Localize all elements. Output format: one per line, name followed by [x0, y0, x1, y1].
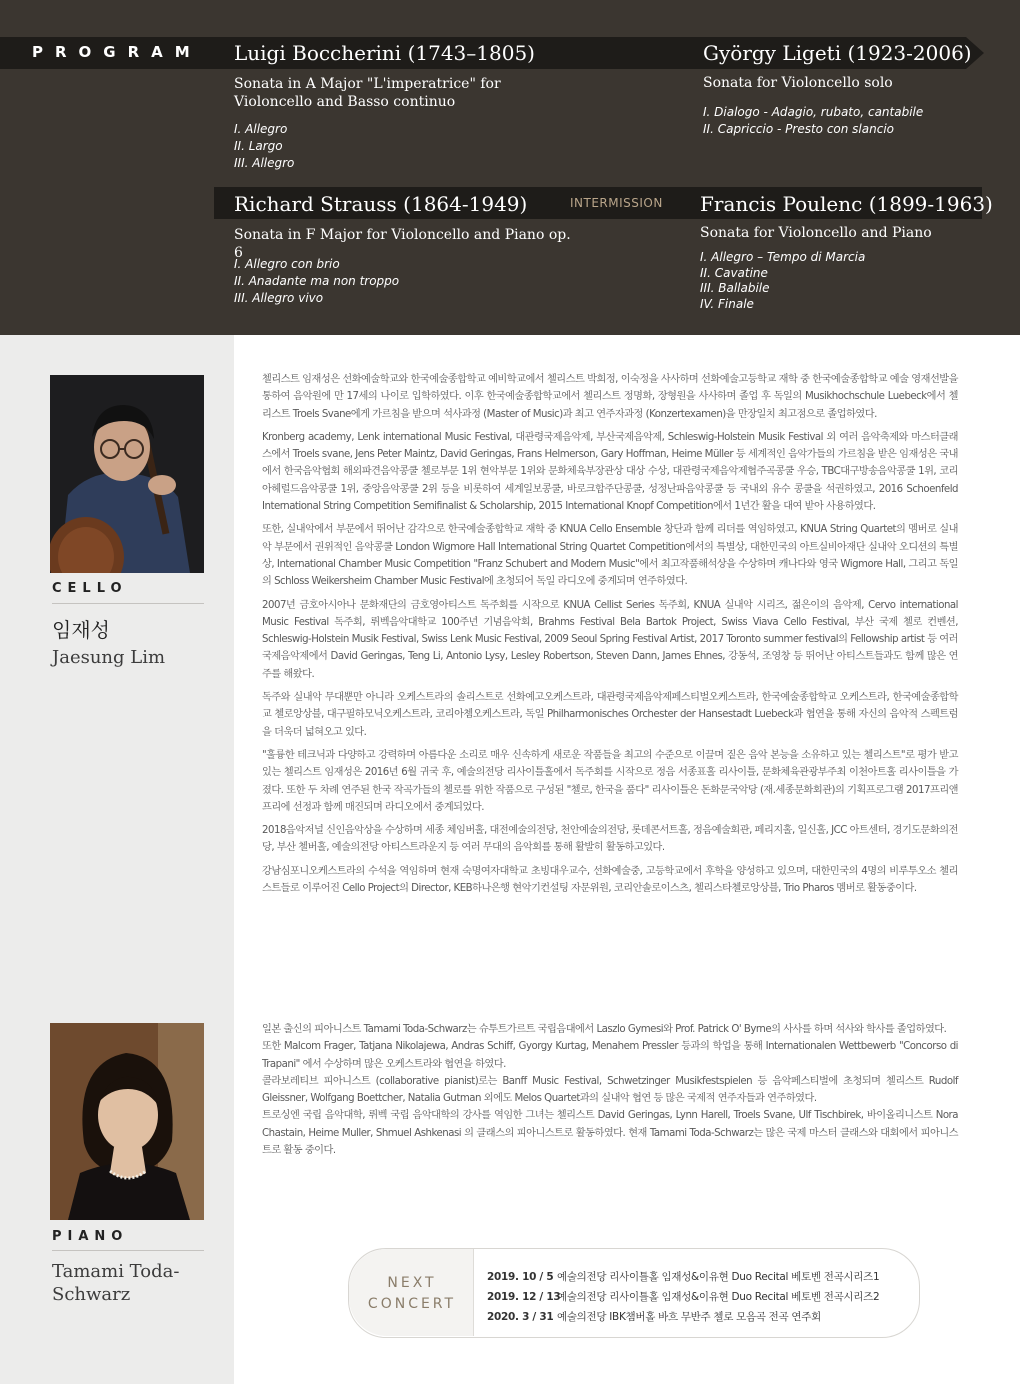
- concert-item: [487, 1307, 879, 1327]
- bio-paragraph: 트로싱엔 국립 음악대학, 뤼벡 국립 음악대학의 강사를 역임한 그녀는 첼리스트 David Geringas, Lynn Harell, Troels Svane, Ulf Tischbirek, 바이올리니스트 Nora Chastain, Heime Muller, Shmuel Ashkenasi 의 클래스의 피아니스트로 활동하였다. 현재 Tamami Toda-Schwarz는 많은 국제 마스터 클래스와 대회에서 피아니스트로 활동 중이다.: [262, 1110, 958, 1157]
- bio-paragraph: 첼리스트 임재성은 선화예술학교와 한국예술종합학교 예비학교에서 첼리스트 박희정, 이숙정을 사사하며 선화예술고등학교 재학 중 한국예술종합학교 예술 영재선발을 통하여 음악원에 만 17세의 나이로 입학하였다. 이후 한국예술종합학교에서 첼리스트 정명화, 장형원을 사사하며 졸업 후 독일의 Musikhochschule Luebeck에서 첼리스트 Troels Svane에게 가르침을 받으며 석사과정 (Master of Music)과 최고 연주자과정 (Konzertexamen)을 만장일치 최고점으로 졸업하였다.: [262, 374, 958, 420]
- program-label: PROGRAM: [32, 43, 202, 61]
- movement: II. Cavatine: [700, 265, 768, 280]
- movement: III. Allegro vivo: [234, 291, 324, 305]
- concert-item: [487, 1267, 879, 1287]
- composer-poulenc: Francis Poulenc (1899-1963): [700, 192, 993, 216]
- composer-strauss: Richard Strauss (1864-1949): [234, 192, 528, 216]
- concert-description: 예술의전당 리사이틀홀 임재성&이유현 Duo Recital 베토벤 전곡시리즈2: [557, 1291, 880, 1303]
- concert-date: 2020. 3 / 31: [487, 1311, 554, 1323]
- pianist-photo: [50, 1023, 204, 1220]
- bio-paragraph: "훌륭한 테크닉과 다양하고 강력하며 아름다운 소리로 매우 신속하게 새로운 작품들을 최고의 수준으로 이끌며 짙은 음악 본능을 소유하고 있는 첼리스트"로 평가 받고있는 첼리스트 임재성은 2016년 6월 귀국 후, 예술의전당 리사이틀홀에서 독주회를 시작으로 정음 서종표홀 리사이틀, 문화체육관광부주최 이천아트홀 리사이틀을 가졌다. 또한 두 차례 연주된 한국 작곡가들의 첼로를 위한 작품으로 구성된 "첼로, 한국을 품다" 리사이틀은 돈화문국악당 (재.세종문화회관)의 기획프로그램 2017프리앤프리에 선정과 함께 매진되며 라디오에서 중계되었다.: [262, 749, 958, 813]
- movement: III. Allegro: [234, 156, 295, 170]
- next-concert-list: [487, 1267, 879, 1327]
- work-poulenc: Sonata for Violoncello and Piano: [700, 225, 932, 241]
- movement: I. Dialogo - Adagio, rubato, cantabile: [703, 105, 924, 119]
- next-concert-title-line1: NEXT: [387, 1275, 437, 1291]
- movement: II. Largo: [234, 139, 283, 153]
- bio-paragraph: 또한, 실내악에서 부문에서 뛰어난 감각으로 한국예술종합학교 재학 중 KNUA Cello Ensemble 창단과 함께 리더를 역임하였고, KNUA String Quartet의 멤버로 실내악 부문에서 권위적인 음악콩쿨 London Wigmore Hall International String Quartet Competition에서의 특별상, 대한민국의 아트실비아재단 실내악 오디션의 특별상, International Chamber Music Competition "Franz Schubert and Modern Music"에서 최고작품해석상을 수상하며 캐나다와 영국 Wigmore Hall, 그리고 독일의 Schloss Weikersheim Chamber Music Festival에 초청되어 독일 라디오에 중계되며 연주하였다.: [262, 524, 958, 588]
- movements-boccherini: [234, 121, 294, 172]
- movement: II. Anadante ma non troppo: [234, 274, 400, 288]
- concert-date: 2019. 10 / 5: [487, 1271, 554, 1283]
- work-ligeti: Sonata for Violoncello solo: [703, 75, 893, 91]
- bio-paragraph: Kronberg academy, Lenk international Music Festival, 대관령국제음악제, 부산국제음악제, Schleswig-Holstein Musik Festival 외 여러 음악축제와 마스터클래스에서 Troels svane, Jens Peter Maintz, David Geringas, Frans Helmerson, Gary Hoffman, Heime Müller 등 세계적인 음악가들의 가르침을 받은 임재성은 국내에서 한국음악협회 해외파견음악콩쿨 첼로부문 1위 현악부문 1위와 문화체육부장관상 대상 수상, 대관령국제음악제협주곡콩쿨 우승, TBC대구방송음악콩쿨 1위, 코리아헤럴드음악콩쿨 1위, 중앙음악콩쿨 2위 등을 비롯하여 세계일보콩쿨, 바로크합주단콩쿨, 성정난파음악콩쿨 등 국내외 유수 콩쿨을 석권하였고, 2016 Schoenfeld International String Competition Semifinalist & Scholarship, 2015 International Knopf Competition에서 1년간 활을 대여 받아 사용하였다.: [262, 431, 958, 513]
- concert-date: 2019. 12 / 13: [487, 1291, 561, 1303]
- next-concert-box: [348, 1248, 920, 1338]
- cello-role-label: CELLO: [52, 581, 128, 596]
- bio-paragraph: 또한 Malcom Frager, Tatjana Nikolajewa, Andras Schiff, Gyorgy Kurtag, Menahem Pressler 등과의 학업을 통해 Internationalen Wettbewerb "Concorso di Trapani" 에서 수상하며 많은 오케스트라와 협연을 하였다.: [262, 1041, 958, 1070]
- work-strauss: Sonata in F Major for Violoncello and Piano op. 6: [234, 227, 571, 261]
- bio-paragraph: 2018음악저널 신인음악상을 수상하며 세종 체임버홀, 대전예술의전당, 천안예술의전당, 롯데콘서트홀, 정음예술회관, 페리지홀, 일신홀, JCC 아트센터, 경기도문화의전당, 부산 첼버홀, 예술의전당 아티스트라운지 등 여러 무대의 음악회를 통해 활발히 활동하고있다.: [262, 825, 958, 854]
- concert-item: [487, 1287, 879, 1307]
- next-concert-title-line2: CONCERT: [367, 1296, 457, 1312]
- cellist-biography: [262, 371, 958, 903]
- intermission-label: INTERMISSION: [570, 196, 663, 210]
- bio-paragraph: 2007년 금호아시아나 문화재단의 금호영아티스트 독주회를 시작으로 KNUA Cellist Series 독주회, KNUA 실내악 시리즈, 젊은이의 음악제, Cervo international Music Festival 독주회, 뤼벡음악대학교 100주년 기념음악회, Brahms Festival Bela Bartok Project, Swiss Viava Cello Festival, 부산 국제 첼로 컨벤션, Schleswig-Holstein Musik Festival, Swiss Lenk Music Festival, 2009 Seoul Spring Festival Artist, 2017 Toronto summer festival의 Fellowship artist 등 여러 국제음악제에서 David Geringas, Teng Li, Antonio Lysy, Lesley Robertson, Steven Dann, James Ehnes, 강동석, 조영창 등 뛰어난 아티스트들과도 함께 많은 연주를 해왔다.: [262, 599, 958, 680]
- concert-description: 예술의전당 리사이틀홀 임재성&이유현 Duo Recital 베토벤 전곡시리즈1: [557, 1271, 880, 1283]
- cellist-name-english: Jaesung Lim: [52, 647, 166, 668]
- piano-divider: [52, 1250, 204, 1251]
- next-concert-title: [367, 1273, 457, 1315]
- movements-ligeti: [703, 104, 923, 138]
- bio-paragraph: 독주와 실내악 무대뿐만 아니라 오케스트라의 솔리스트로 선화예고오케스트라, 대관령국제음악제페스티벌오케스트라, 한국예술종합학교 오케스트라, 한국예술종합학교 첼로앙상블, 대구필하모닉오케스트라, 코리아쳄오케스트라, 독일 Philharmonisches Orchester der Hansestadt Luebeck과 협연을 통해 자신의 음악적 스펙트럼을 더욱더 넓혀오고 있다.: [262, 692, 958, 738]
- next-concert-title-panel: [349, 1249, 474, 1336]
- bio-paragraph: 일본 출신의 피아니스트 Tamami Toda-Schwarz는 슈투트가르트 국립음대에서 Laszlo Gymesi와 Prof. Patrick O' Byrne의 사사를 하며 석사와 학사를 졸업하였다.: [262, 1024, 947, 1035]
- movement: IV. Finale: [700, 296, 754, 311]
- composer-ligeti: György Ligeti (1923-2006): [703, 41, 972, 65]
- work-boccherini: Sonata in A Major "L'imperatrice" for Violoncello and Basso continuo: [234, 76, 501, 110]
- composer-boccherini: Luigi Boccherini (1743–1805): [234, 41, 535, 65]
- movement: I. Allegro – Tempo di Marcia: [700, 250, 866, 264]
- pianist-biography: [262, 1021, 958, 1159]
- piano-role-label: PIANO: [52, 1229, 129, 1244]
- movement: II. Capriccio - Presto con slancio: [703, 122, 894, 136]
- movement: III. Ballabile: [700, 281, 770, 295]
- bio-paragraph: 강남심포니오케스트라의 수석을 역임하며 현재 숙명여자대학교 초빙대우교수, 선화예술중, 고등학교에서 후학을 양성하고 있으며, 대한민국의 4명의 비루투오소 첼리스트들로 이루어진 Cello Project의 Director, KEB하나은행 현악기컨설팅 자문위원, 코리안솔로이스츠, 첼리스타첼로앙상블, Trio Pharos 멤버로 활동중이다.: [262, 865, 958, 895]
- concert-description: 예술의전당 IBK챔버홀 바흐 무반주 첼로 모음곡 전곡 연주회: [557, 1311, 821, 1323]
- cellist-name-korean: 임재성: [52, 618, 110, 642]
- movements-poulenc: [700, 250, 865, 312]
- cello-divider: [52, 603, 204, 604]
- pianist-name-english: Tamami Toda-Schwarz: [52, 1261, 180, 1305]
- bio-paragraph: 콜라보레티브 피아니스트 (collaborative pianist)로는 Banff Music Festival, Schwetzinger Musikfestspielen 등 음악페스티벌에 초청되며 첼리스트 Rudolf Gleissner, Wolfgang Boettcher, Natalia Gutman 외에도 Melos Quartet과의 실내악 협연 등 많은 국제적 연주자들과 연주하였다.: [262, 1075, 958, 1105]
- cellist-photo: [50, 375, 204, 573]
- movement: I. Allegro con brio: [234, 257, 340, 271]
- program-section: [0, 0, 1020, 335]
- movement: I. Allegro: [234, 122, 288, 136]
- movements-strauss: [234, 256, 399, 307]
